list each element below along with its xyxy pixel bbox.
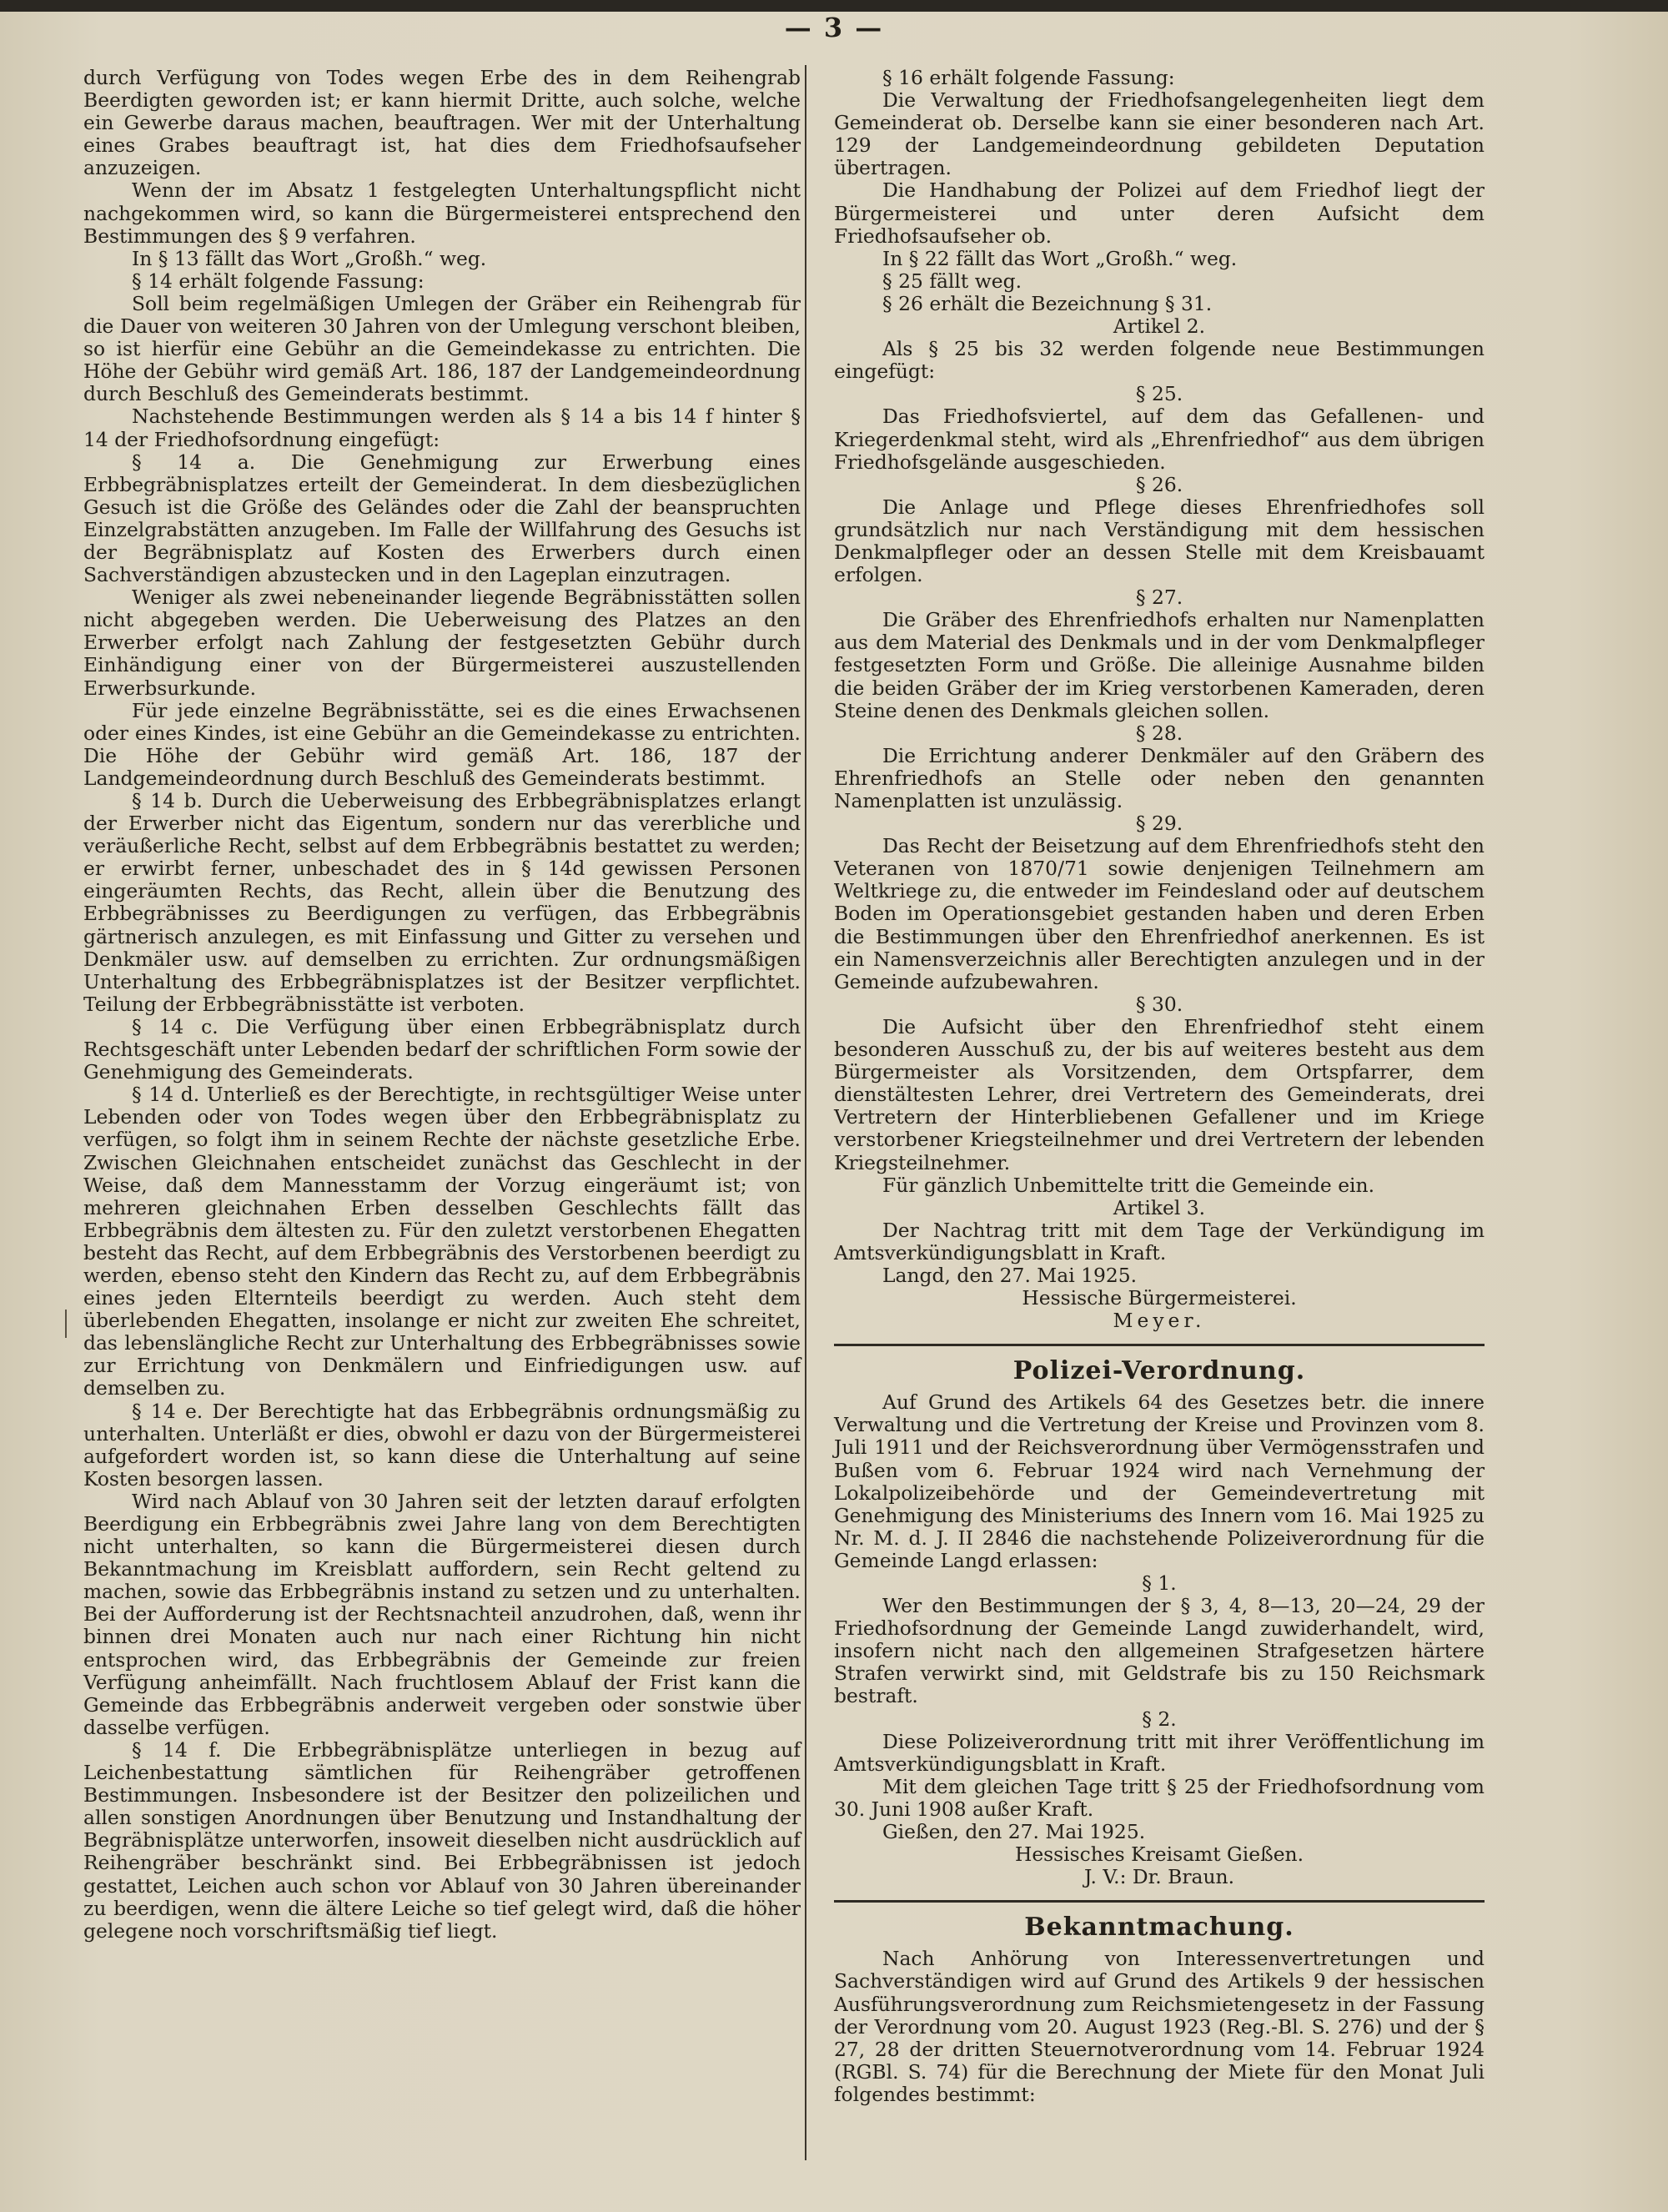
place-date: Langd, den 27. Mai 1925. [882, 1263, 1138, 1287]
paragraph: § 26 erhält die Bezeichnung § 31. [882, 291, 1213, 315]
section-heading: § 26. [1135, 472, 1183, 496]
paragraph: § 25 fällt weg. [882, 269, 1022, 293]
section-heading: § 25. [1135, 382, 1183, 406]
paragraph: durch Verfügung von Todes wegen Erbe des in dem Reihengrab Beerdigten geworden ist; er kann hiermit Dritte, auch solche, welche ein Gewerbe daraus machen, beauftragen. Wer mit der Unterhaltung eines Grabes beauftragt ist, hat dies dem Friedhofsaufseher anzuzeigen. [83, 66, 801, 180]
section-heading: § 27. [1135, 586, 1183, 610]
paragraph: § 14 a. Die Genehmigung zur Erwerbung eines Erbbegräbnisplatzes erteilt der Gemeinderat. In dem diesbezüglichen Gesuch ist die Größe des Geländes oder die Zahl der beanspruchten Einzelgrabstätten anzugeben. Im Falle der Willfahrung des Gesuchs ist der Begräbnisplatz auf Kosten des Erwerbers durch einen Sachverständigen abzustecken und in den Lageplan einzutragen. [83, 450, 801, 587]
margin-mark [65, 1310, 67, 1338]
paragraph: Die Anlage und Pflege dieses Ehrenfriedhofes soll grundsätzlich nur nach Verständigung mit dem hessischen Denkmalpfleger oder an dessen Stelle mit dem Kreisbauamt erfolgen. [834, 495, 1485, 587]
heading-bekanntmachung: Bekanntmachung. [1024, 1913, 1294, 1943]
paragraph: Die Aufsicht über den Ehrenfriedhof steht einem besonderen Ausschuß zu, der bis auf weiteres besteht aus dem Bürgermeister als Vorsitzenden, dem Ortspfarrer, dem dienstältesten Lehrer, drei Vertretern des Gemeinderats, drei Vertretern der Hinterbliebenen Gefallener und im Kriege verstorbener Kriegsteilnehmer und drei Vertretern der lebenden Kriegsteilnehmer. [834, 1014, 1485, 1174]
paragraph: Die Handhabung der Polizei auf dem Friedhof liegt der Bürgermeisterei und unter deren Aufsicht dem Friedhofsaufseher ob. [834, 178, 1485, 248]
paragraph: Weniger als zwei nebeneinander liegende Begräbnisstätten sollen nicht abgegeben werden. Die Ueberweisung des Platzes an den Erwerber erfolgt nach Zahlung der festgesetzten Gebühr durch Einhändigung einer von der Bürgermeisterei auszustellenden Erwerbsurkunde. [83, 586, 801, 700]
signature: J. V.: Dr. Braun. [1083, 1865, 1235, 1889]
article-heading: Artikel 3. [1113, 1195, 1206, 1219]
paragraph: Auf Grund des Artikels 64 des Gesetzes betr. die innere Verwaltung und die Vertretung der Kreise und Provinzen vom 8. Juli 1911 und der Reichsverordnung über Vermögensstrafen und Bußen vom 6. Februar 1924 wird nach Vernehmung der Lokalpolizeibehörde und der Gemeindevertretung mit Genehmigung des Ministeriums des Innern vom 16. Mai 1925 zu Nr. M. d. J. II 2846 die nachstehende Polizeiverordnung für die Gemeinde Langd erlassen: [834, 1390, 1485, 1572]
paragraph: § 16 erhält folgende Fassung: [882, 66, 1175, 89]
paragraph: § 14 e. Der Berechtigte hat das Erbbegräbnis ordnungsmäßig zu unterhalten. Unterläßt er dies, obwohl er dazu von der Bürgermeisterei aufgefordert worden ist, so kann diese die Unterhaltung auf seine Kosten besorgen lassen. [83, 1399, 801, 1491]
paragraph: § 14 f. Die Erbbegräbnisplätze unterliegen in bezug auf Leichenbestattung sämtlichen für Reihengräber getroffenen Bestimmungen. Insbesondere ist der Besitzer den polizeilichen und allen sonstigen Anordnungen über Benutzung und Instandhaltung der Begräbnisplätze unterworfen, insoweit dieselben nicht ausdrücklich auf Reihengräber beschränkt sind. Bei Erbbegräbnissen ist jedoch gestattet, Leichen auch schon vor Ablauf von 30 Jahren übereinander zu beerdigen, wenn die ältere Leiche so tief gelegt wird, daß die höher gelegene noch vorschriftsmäßig tief liegt. [83, 1737, 801, 1943]
paragraph: Mit dem gleichen Tage tritt § 25 der Friedhofsordnung vom 30. Juni 1908 außer Kraft. [834, 1774, 1485, 1821]
signature: Meyer. [1113, 1309, 1206, 1333]
right-column [834, 67, 1485, 2106]
section-heading: § 29. [1135, 812, 1183, 836]
paragraph: § 14 c. Die Verfügung über einen Erbbegräbnisplatz durch Rechtsgeschäft unter Lebenden bedarf der schriftlichen Form sowie der Genehmigung des Gemeinderats. [83, 1014, 801, 1084]
paragraph: Als § 25 bis 32 werden folgende neue Bestimmungen eingefügt: [834, 337, 1485, 384]
paragraph: Nachstehende Bestimmungen werden als § 14 a bis 14 f hinter § 14 der Friedhofsordnung eingefügt: [83, 405, 801, 451]
section-rule [834, 1900, 1485, 1903]
section-heading: § 30. [1135, 992, 1183, 1016]
paragraph: Wird nach Ablauf von 30 Jahren seit der letzten darauf erfolgten Beerdigung ein Erbbegräbnis zwei Jahre lang von dem Berechtigten nicht unterhalten, so kann die Bürgermeisterei diesen durch Bekanntmachung im Kreisblatt auffordern, sein Recht geltend zu machen, sowie das Erbbegräbnis instand zu setzen und zu unterhalten. Bei der Aufforderung ist der Rechtsnachteil anzudrohen, daß, wenn ihr binnen drei Monaten auch nur nach einer Richtung hin nicht entsprochen wird, das Erbbegräbnis der Gemeinde zur freien Verfügung anheimfällt. Nach fruchtlosem Ablauf der Frist kann die Gemeinde das Erbbegräbnis anderweit vergeben oder sonstwie über dasselbe verfügen. [83, 1489, 801, 1739]
issuing-authority: Hessisches Kreisamt Gießen. [1014, 1842, 1304, 1867]
paragraph: Nach Anhörung von Interessenvertretungen und Sachverständigen wird auf Grund des Artikels 9 der hessischen Ausführungsverordnung zum Reichsmietengesetz in der Fassung der Verordnung vom 20. August 1923 (Reg.-Bl. S. 276) und der § 27, 28 der dritten Steuernotverordnung vom 14. Februar 1924 (RGBl. S. 74) für die Berechnung der Miete für den Monat Juli folgendes bestimmt: [834, 1947, 1485, 2106]
paragraph: Der Nachtrag tritt mit dem Tage der Verkündigung im Amtsverkündigungsblatt in Kraft. [834, 1218, 1485, 1264]
paragraph: Soll beim regelmäßigen Umlegen der Gräber ein Reihengrab für die Dauer von weiteren 30 Jahren von der Umlegung verschont bleiben, so ist hierfür eine Gebühr an die Gemeindekasse zu entrichten. Die Höhe der Gebühr wird gemäß Art. 186, 187 der Landgemeindeordnung durch Beschluß des Gemeinderats bestimmt. [83, 291, 801, 406]
paragraph: Das Friedhofsviertel, auf dem das Gefallenen- und Kriegerdenkmal steht, wird als „Ehrenfriedhof“ aus dem übrigen Friedhofsgelände ausgeschieden. [834, 405, 1485, 474]
article-heading: Artikel 2. [1113, 314, 1206, 339]
section-heading: § 1. [1142, 1571, 1177, 1595]
paragraph: § 14 b. Durch die Ueberweisung des Erbbegräbnisplatzes erlangt der Erwerber nicht das Eigentum, sondern nur das vererbliche und veräußerliche Recht, selbst auf dem Erbbegräbnis bestattet zu werden; er erwirbt ferner, unbeschadet des in § 14d gewissen Personen eingeräumten Rechts, das Recht, allein über die Benutzung des Erbbegräbnisses zu Beerdigungen zu verfügen, das Erbbegräbnis gärtnerisch anzulegen, es mit Einfassung und Gitter zu versehen und Denkmäler usw. auf demselben zu errichten. Zur ordnungsmäßigen Unterhaltung des Erbbegräbnisplatzes ist der Besitzer verpflichtet. Teilung der Erbbegräbnisstätte ist verboten. [83, 789, 801, 1016]
left-column [83, 67, 801, 1943]
paragraph: Wenn der im Absatz 1 festgelegten Unterhaltungspflicht nicht nachgekommen wird, so kann die Bürgermeisterei entsprechend den Bestimmungen des § 9 verfahren. [83, 178, 801, 248]
paragraph: Für gänzlich Unbemittelte tritt die Gemeinde ein. [882, 1173, 1375, 1197]
paragraph: Die Verwaltung der Friedhofsangelegenheiten liegt dem Gemeinderat ob. Derselbe kann sie einer besonderen nach Art. 129 der Landgemeindeordnung gebildeten Deputation übertragen. [834, 88, 1485, 180]
section-heading: § 28. [1135, 721, 1183, 745]
section-heading: § 2. [1142, 1707, 1177, 1731]
paragraph: Die Errichtung anderer Denkmäler auf den Gräbern des Ehrenfriedhofs an Stelle oder neben den genannten Namenplatten ist unzulässig. [834, 743, 1485, 812]
paragraph: § 14 erhält folgende Fassung: [132, 269, 425, 293]
paragraph: Wer den Bestimmungen der § 3, 4, 8—13, 20—24, 29 der Friedhofsordnung der Gemeinde Langd zuwiderhandelt, wird, insofern nicht nach den allgemeinen Strafgesetzen härtere Strafen verwirkt sind, mit Geldstrafe bis zu 150 Reichsmark bestraft. [834, 1594, 1485, 1708]
paragraph: § 14 d. Unterließ es der Berechtigte, in rechtsgültiger Weise unter Lebenden oder von Todes wegen über den Erbbegräbnisplatz zu verfügen, so folgt ihm in seinem Rechte der nächste gesetzliche Erbe. Zwischen Gleichnahen entscheidet zunächst das Geschlecht in der Weise, daß dem Mannesstamm der Vorzug eingeräumt ist; von mehreren gleichnahen Erben desselben Geschlechts fällt das Erbbegräbnis dem ältesten zu. Für den zuletzt verstorbenen Ehegatten besteht das Recht, auf dem Erbbegräbnis des Verstorbenen beerdigt zu werden, ebenso steht den Kindern das Recht zu, auf dem Erbbegräbnis eines jeden Elternteils beerdigt zu werden. Auch steht dem überlebenden Ehegatten, insolange er nicht zur zweiten Ehe schreitet, das lebenslängliche Recht zur Unterhaltung des Erbbegräbnisses sowie zur Errichtung von Denkmälern und Einfriedigungen usw. auf demselben zu. [83, 1083, 801, 1400]
paragraph: Das Recht der Beisetzung auf dem Ehrenfriedhofs steht den Veteranen von 1870/71 sowie denjenigen Teilnehmern am Weltkriege zu, die entweder im Feindesland oder auf deutschem Boden im Operationsgebiet gestanden haben und deren Erben die Bestimmungen über den Ehrenfriedhof anerkennen. Es ist ein Namensverzeichnis aller Berechtigten anzulegen und in der Gemeinde aufzubewahren. [834, 834, 1485, 993]
page-number: — 3 — [784, 12, 884, 43]
issuing-authority: Hessische Bürgermeisterei. [1022, 1286, 1297, 1310]
column-divider [805, 65, 806, 2160]
top-border [0, 0, 1668, 12]
paragraph: Für jede einzelne Begräbnisstätte, sei es die eines Erwachsenen oder eines Kindes, ist eine Gebühr an die Gemeindekasse zu entrichten. Die Höhe der Gebühr wird gemäß Art. 186, 187 der Landgemeindeordnung durch Beschluß des Gemeinderats bestimmt. [83, 698, 801, 790]
paragraph: Die Gräber des Ehrenfriedhofs erhalten nur Namenplatten aus dem Material des Denkmals und in der vom Denkmalpfleger festgesetzten Form und Größe. Die alleinige Ausnahme bilden die beiden Gräber der im Krieg verstorbenen Kameraden, deren Steine denen des Denkmals gleichen sollen. [834, 608, 1485, 722]
section-rule [834, 1344, 1485, 1346]
paragraph: In § 22 fällt das Wort „Großh.“ weg. [882, 246, 1238, 270]
heading-polizei-verordnung: Polizei-Verordnung. [1012, 1356, 1306, 1386]
paragraph: Diese Polizeiverordnung tritt mit ihrer Veröffentlichung im Amtsverkündigungsblatt in Kraft. [834, 1729, 1485, 1776]
place-date: Gießen, den 27. Mai 1925. [882, 1820, 1146, 1844]
paragraph: In § 13 fällt das Wort „Großh.“ weg. [132, 246, 487, 270]
